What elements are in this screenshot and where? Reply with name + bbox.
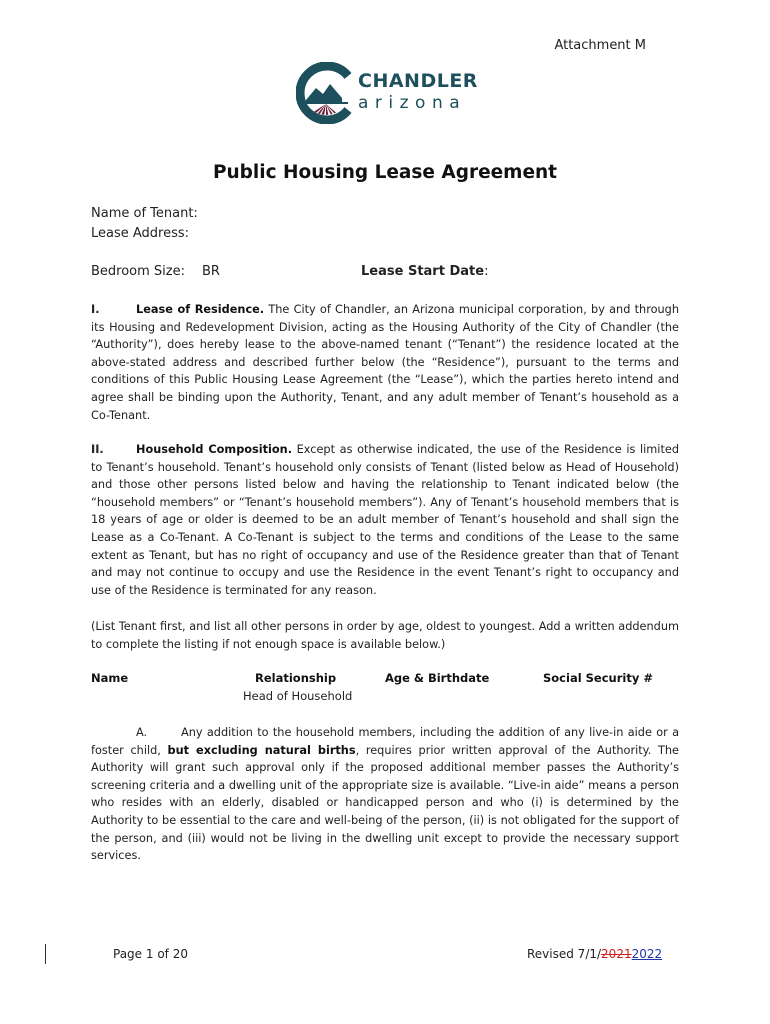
tenant-name-label: Name of Tenant: (91, 206, 198, 221)
lease-start-date-field (361, 264, 488, 279)
revision-prefix: Revised 7/1/ (527, 947, 602, 961)
bedroom-size-label: Bedroom Size: (91, 264, 185, 279)
attachment-label: Attachment M (554, 38, 646, 53)
lease-start-date-colon: : (484, 264, 489, 279)
list-instruction: (List Tenant first, and list all other persons in order by age, oldest to youngest. Add a written addendum to complete the listing if not enough space is available below.) (91, 620, 679, 651)
section-1-heading: Lease of Residence. (136, 303, 265, 316)
section-1-number: I. (91, 303, 100, 316)
revision-deleted-year: 2021 (601, 947, 632, 961)
section-1-text: The City of Chandler, an Arizona municipal corporation, by and through its Housing and Redevelopment Division, acting as the Housing Authority of the City of Chandler (the “Authority”), does hereby lease to the above-named tenant (“Tenant”) the residence located at the above-stated address and described further below (the “Residence”), pursuant to the terms and conditions of this Public Housing Lease Agreement (the “Lease”), which the parties hereto intend and agree shall be binding upon the Authority, Tenant, and any adult member of Tenant’s household as a Co-Tenant. (91, 303, 680, 422)
table-cell-head-of-household: Head of Household (243, 689, 353, 703)
table-header-name: Name (91, 671, 129, 685)
section-a-text-after: , requires prior written approval of the Authority. The Authority will grant such approval only if the proposed additional member passes the Authority’s screening criteria and a dwelling unit of the appropriate size is available. “Live-in aide” means a person who resides with an elderly, disabled or handicapped person and who (i) is determined by the Authority to be essential to the care and well-being of the person, (ii) is not obligated for the support of the person, and (iii) would not be living in the dwelling unit except to provide the necessary support services. (91, 743, 679, 863)
change-bar (45, 944, 46, 964)
lease-address-label: Lease Address: (91, 226, 190, 241)
logo-wordmark: CHANDLER (358, 70, 478, 92)
section-2-number: II. (91, 443, 104, 456)
section-2-text: Except as otherwise indicated, the use of the Residence is limited to Tenant’s household. Tenant’s household only consists of Tenant (listed below as Head of Household) and those other persons listed below and having the relationship to Tenant indicated below (the “household members” or “Tenant’s household members”). Any of Tenant’s household members that is 18 years of age or older is deemed to be an adult member of Tenant’s household and shall sign the Lease as a Co-Tenant. A Co-Tenant is subject to the terms and conditions of the Lease to the same extent as Tenant, but has no right of occupancy and use of the Residence greater than that of Tenant and may not continue to occupy and use the Residence in the event Tenant’s right to occupancy and use of the Residence is terminated for any reason. (91, 443, 679, 597)
section-2-heading: Household Composition. (136, 443, 293, 456)
lease-start-date-label: Lease Start Date (361, 264, 485, 279)
table-header-ssn: Social Security # (543, 671, 653, 685)
section-a-text-before: Any addition to the household members, including the addition of any live-in aide or a foster child, (91, 726, 679, 757)
bedroom-size-unit: BR (202, 264, 220, 279)
document-title: Public Housing Lease Agreement (212, 162, 558, 183)
chandler-emblem-icon (296, 62, 356, 124)
revision-inserted-year: 2022 (631, 947, 663, 961)
section-a-label: A. (136, 726, 148, 739)
section-a-paragraph (91, 724, 679, 865)
page-number: Page 1 of 20 (113, 947, 188, 961)
section-2-paragraph (91, 441, 679, 599)
chandler-logo (296, 62, 496, 126)
revision-date (527, 947, 662, 961)
logo-subtitle: arizona (358, 93, 467, 113)
section-a-bold: but excluding natural births (167, 743, 356, 757)
table-header-relationship: Relationship (255, 671, 337, 685)
section-1-paragraph (91, 301, 679, 424)
table-header-age-birthdate: Age & Birthdate (385, 671, 490, 685)
